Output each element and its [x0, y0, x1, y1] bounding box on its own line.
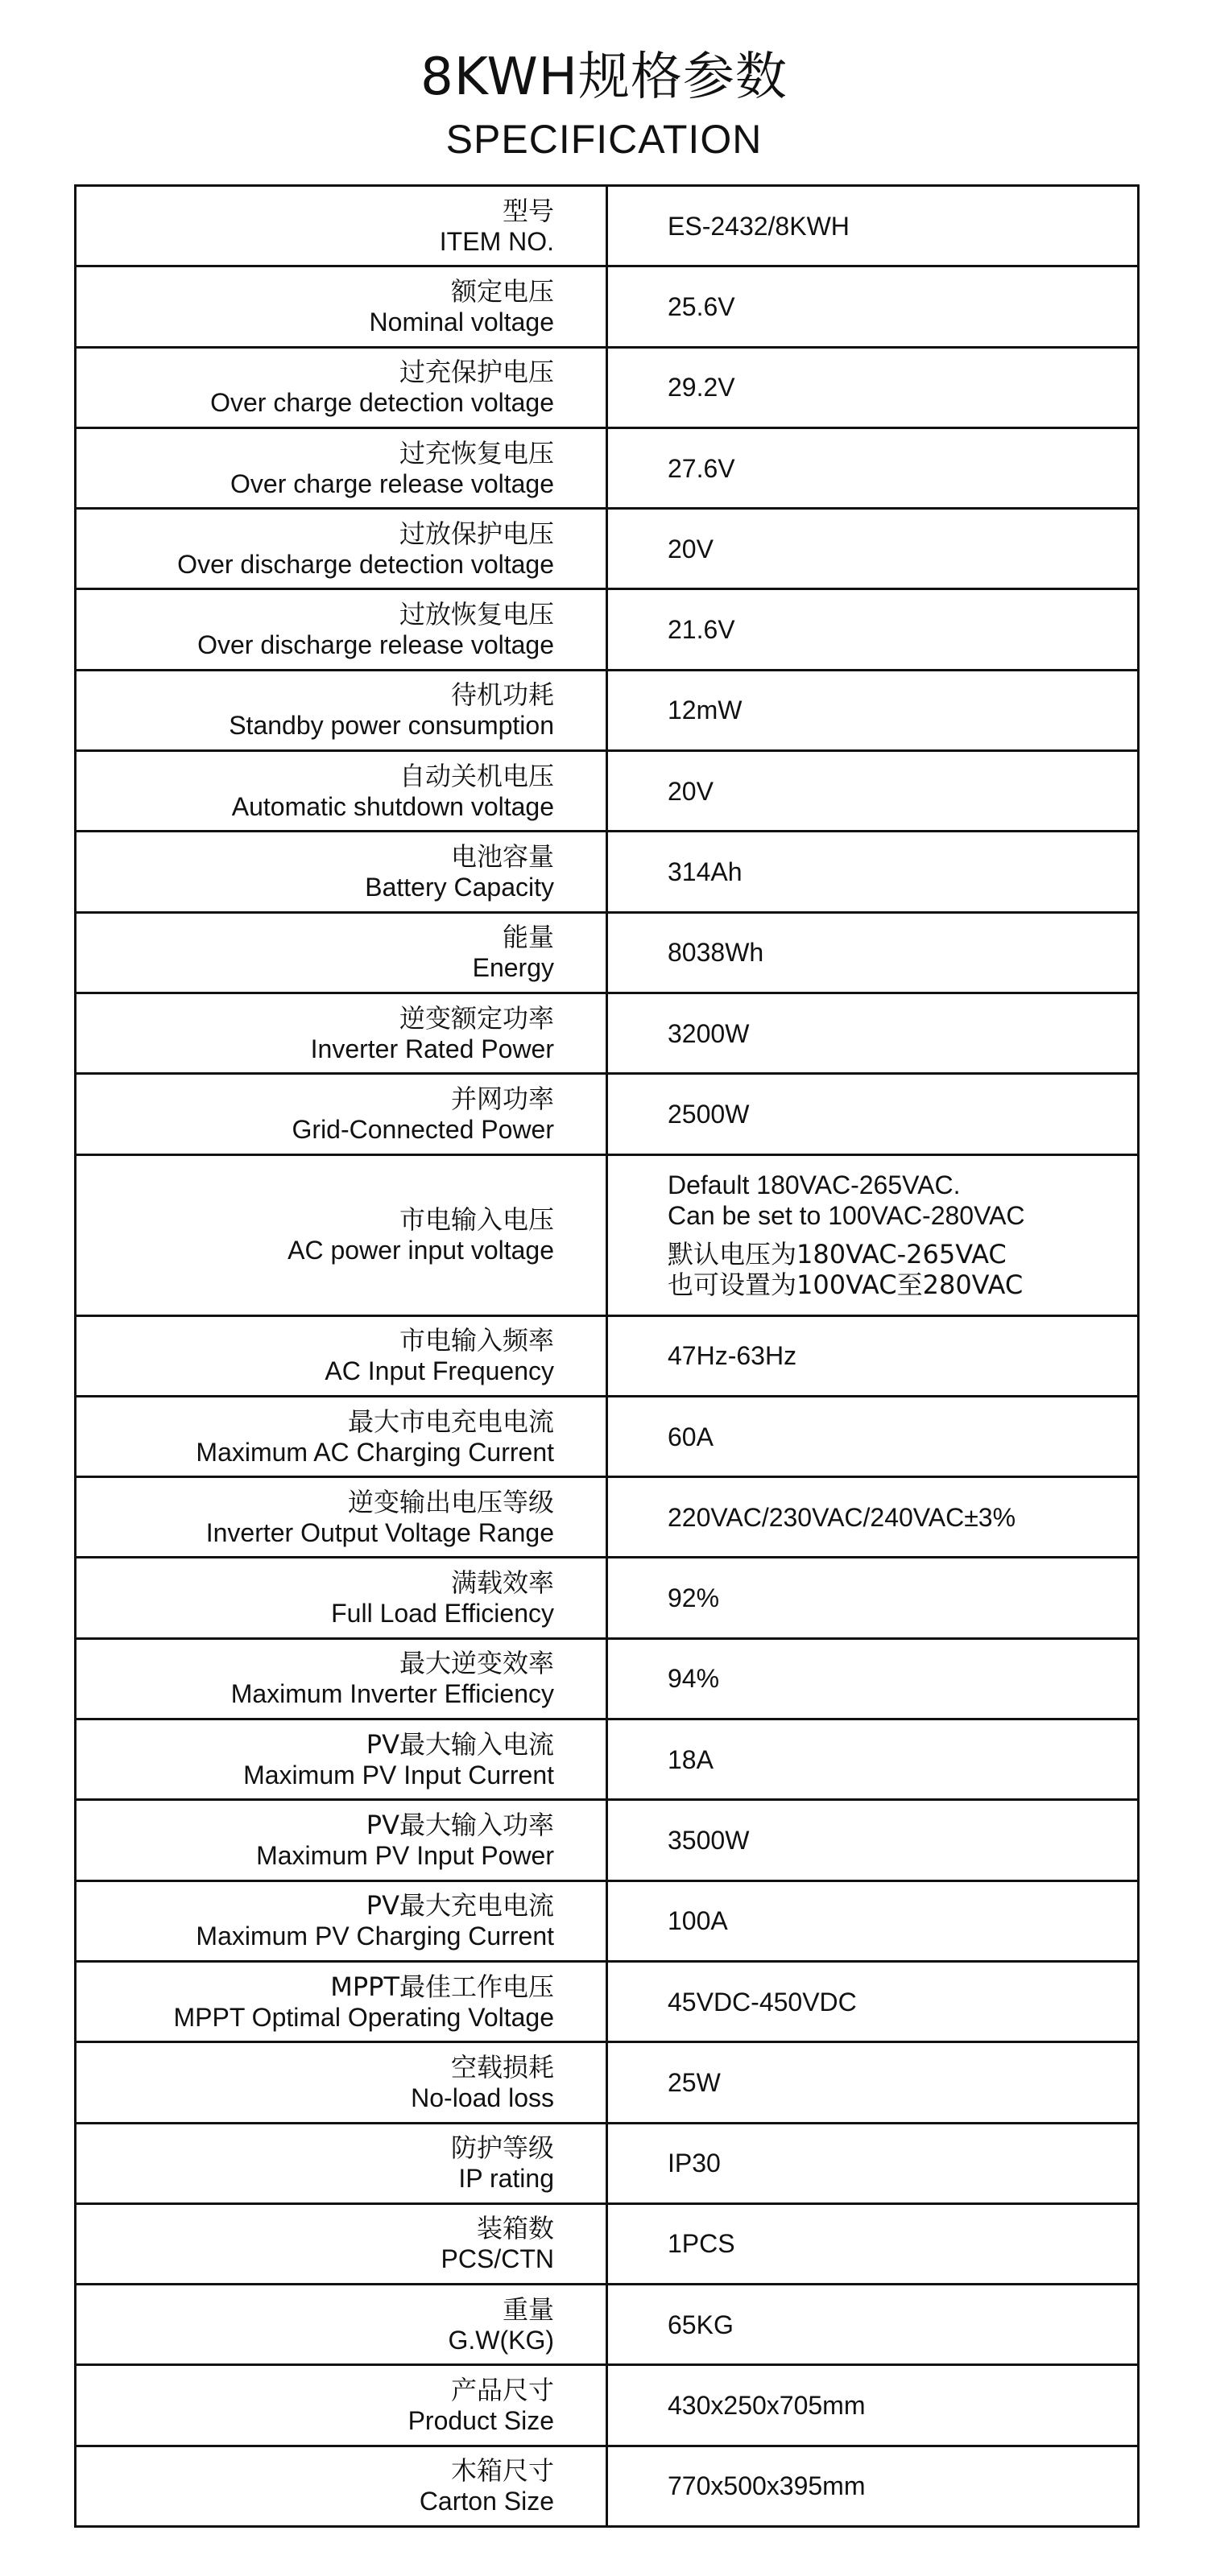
spec-value-cell — [607, 993, 1139, 1073]
spec-label — [76, 1396, 607, 1476]
spec-label-cn: 满载效率 — [450, 1567, 554, 1599]
spec-value-cell — [607, 589, 1139, 670]
spec-label-cn: 产品尺寸 — [450, 2375, 554, 2406]
spec-value-cell — [607, 2042, 1139, 2123]
spec-value-cell — [607, 1800, 1139, 1880]
spec-row-carton-size — [76, 2446, 1139, 2526]
spec-label-en: Automatic shutdown voltage — [231, 791, 554, 821]
spec-label-cn: 型号 — [502, 195, 554, 226]
spec-label-cn: MPPT最佳工作电压 — [330, 1971, 554, 2002]
spec-label-cn: 重量 — [502, 2293, 554, 2325]
spec-label-cn: 能量 — [502, 922, 554, 953]
spec-label-en: Maximum PV Charging Current — [196, 1922, 554, 1951]
spec-label — [76, 993, 607, 1073]
spec-label-en: Carton Size — [419, 2487, 554, 2516]
spec-label-en: MPPT Optimal Operating Voltage — [173, 2002, 554, 2032]
spec-label-cn: PV最大输入功率 — [366, 1809, 554, 1840]
spec-label — [76, 427, 607, 508]
spec-label-en: AC power input voltage — [288, 1236, 554, 1265]
spec-value: 21.6V — [668, 615, 735, 645]
spec-label-en: IP rating — [458, 2164, 554, 2194]
spec-value-cell — [607, 2203, 1139, 2284]
spec-label-en: Over charge release voltage — [230, 469, 554, 498]
spec-row-ac-input-frequency — [76, 1315, 1139, 1396]
spec-label — [76, 347, 607, 427]
spec-value: 65KG — [668, 2310, 734, 2339]
spec-value: IP30 — [668, 2149, 721, 2178]
spec-label — [76, 1315, 607, 1396]
spec-label-cn: 防护等级 — [450, 2132, 554, 2164]
spec-value-line: 也可设置为100VAC至280VAC — [668, 1269, 1024, 1301]
spec-label-en: Full Load Efficiency — [331, 1599, 554, 1629]
spec-row-over-charge-detection — [76, 347, 1139, 427]
spec-label — [76, 2203, 607, 2284]
spec-label-cn: PV最大输入电流 — [366, 1728, 554, 1760]
spec-value-cell — [607, 1074, 1139, 1154]
spec-label-en: Nominal voltage — [369, 307, 554, 336]
spec-value-cell — [607, 1961, 1139, 2041]
spec-row-over-charge-release — [76, 427, 1139, 508]
spec-value-cell — [607, 2285, 1139, 2365]
spec-row-max-pv-charging-current — [76, 1880, 1139, 1961]
spec-row-product-size — [76, 2365, 1139, 2446]
spec-value: ES-2432/8KWH — [668, 211, 850, 241]
spec-value: 47Hz-63Hz — [668, 1341, 797, 1371]
spec-row-no-load-loss — [76, 2042, 1139, 2123]
spec-value: 20V — [668, 776, 714, 806]
spec-value: 45VDC-450VDC — [668, 1987, 857, 2017]
spec-label-en: Inverter Output Voltage Range — [205, 1517, 554, 1547]
spec-label-cn: 待机功耗 — [450, 679, 554, 711]
spec-label-en: Product Size — [407, 2406, 554, 2436]
spec-value-cell — [607, 1880, 1139, 1961]
spec-label-cn: 空载损耗 — [450, 2051, 554, 2083]
spec-value-cell — [607, 1638, 1139, 1719]
spec-row-max-pv-input-power — [76, 1800, 1139, 1880]
spec-value: 25.6V — [668, 291, 735, 321]
spec-row-item-no — [76, 186, 1139, 266]
spec-label-en: Maximum PV Input Current — [243, 1760, 554, 1790]
spec-label-cn: 市电输入电压 — [399, 1204, 554, 1236]
spec-label-cn: 过充恢复电压 — [399, 437, 554, 469]
spec-label-cn: 装箱数 — [476, 2213, 554, 2244]
spec-label — [76, 589, 607, 670]
spec-label-en: PCS/CTN — [441, 2244, 554, 2274]
spec-value: 220VAC/230VAC/240VAC±3% — [668, 1502, 1016, 1532]
spec-label-cn: 木箱尺寸 — [450, 2455, 554, 2487]
spec-value: 29.2V — [668, 373, 735, 402]
spec-label — [76, 1154, 607, 1315]
spec-row-over-discharge-detection — [76, 509, 1139, 589]
spec-value: 94% — [668, 1664, 720, 1694]
spec-row-energy — [76, 912, 1139, 993]
spec-label-cn: PV最大充电电流 — [366, 1890, 554, 1922]
spec-label-en: Battery Capacity — [365, 873, 554, 902]
spec-row-over-discharge-release — [76, 589, 1139, 670]
spec-label-en: Inverter Rated Power — [310, 1034, 554, 1063]
spec-row-max-inverter-efficiency — [76, 1638, 1139, 1719]
spec-label — [76, 832, 607, 912]
spec-label-cn: 逆变输出电压等级 — [347, 1486, 554, 1517]
page-header — [0, 45, 1208, 166]
spec-value: 8038Wh — [668, 938, 764, 968]
spec-value: 100A — [668, 1906, 728, 1936]
spec-label-en: G.W(KG) — [448, 2325, 554, 2355]
spec-label — [76, 2446, 607, 2526]
spec-value: 60A — [668, 1422, 714, 1451]
spec-label-en: Maximum Inverter Efficiency — [230, 1679, 554, 1709]
spec-value: 27.6V — [668, 453, 735, 483]
spec-label-en: Grid-Connected Power — [292, 1114, 554, 1144]
spec-value-cell — [607, 1154, 1139, 1315]
spec-value-cell — [607, 509, 1139, 589]
spec-value: 2500W — [668, 1099, 750, 1129]
spec-value-cell — [607, 2123, 1139, 2203]
spec-value-cell — [607, 1558, 1139, 1638]
spec-label-en: Over discharge detection voltage — [177, 549, 554, 579]
spec-label-en: Over charge detection voltage — [210, 388, 554, 418]
spec-value: 3200W — [668, 1018, 750, 1048]
spec-table — [74, 184, 1140, 2528]
spec-label-en: No-load loss — [411, 2083, 554, 2112]
spec-value-cell — [607, 1719, 1139, 1800]
spec-value-cell — [607, 2446, 1139, 2526]
spec-label-en: Standby power consumption — [229, 711, 554, 741]
spec-label-en: ITEM NO. — [439, 226, 554, 256]
spec-label — [76, 751, 607, 832]
spec-label — [76, 1477, 607, 1558]
spec-value-cell — [607, 1315, 1139, 1396]
spec-label — [76, 912, 607, 993]
spec-label-en: Over discharge release voltage — [197, 630, 554, 660]
spec-label-cn: 电池容量 — [450, 841, 554, 873]
spec-row-full-load-efficiency — [76, 1558, 1139, 1638]
spec-row-ac-input-voltage — [76, 1154, 1139, 1315]
spec-row-max-pv-input-current — [76, 1719, 1139, 1800]
line-gap — [668, 1231, 1137, 1239]
spec-value: 770x500x395mm — [668, 2471, 866, 2501]
spec-value-cell — [607, 427, 1139, 508]
spec-value-cell — [607, 1396, 1139, 1476]
spec-value-cell — [607, 670, 1139, 750]
spec-value-cell — [607, 1477, 1139, 1558]
spec-label-en: Energy — [472, 953, 554, 983]
spec-value: 314Ah — [668, 857, 743, 887]
spec-label-en: Maximum PV Input Power — [256, 1840, 554, 1870]
spec-value-line: Can be set to 100VAC-280VAC — [668, 1201, 1025, 1231]
spec-value-cell — [607, 186, 1139, 266]
spec-label-cn: 最大逆变效率 — [399, 1648, 554, 1679]
spec-label — [76, 1880, 607, 1961]
spec-value: 3500W — [668, 1825, 750, 1855]
spec-value-cell — [607, 2365, 1139, 2446]
spec-row-gross-weight — [76, 2285, 1139, 2365]
spec-label — [76, 2285, 607, 2365]
spec-value: 25W — [668, 2067, 721, 2097]
spec-label-cn: 过充保护电压 — [399, 357, 554, 388]
page-title-cn: 8KWH规格参数 — [420, 47, 788, 107]
spec-label-cn: 逆变额定功率 — [399, 1002, 554, 1034]
spec-label — [76, 1800, 607, 1880]
spec-value: 20V — [668, 534, 714, 564]
spec-label — [76, 1719, 607, 1800]
spec-label-cn: 并网功率 — [450, 1083, 554, 1114]
page-title-en: SPECIFICATION — [445, 117, 763, 162]
spec-label-cn: 过放保护电压 — [399, 518, 554, 549]
spec-row-battery-capacity — [76, 832, 1139, 912]
spec-label — [76, 2123, 607, 2203]
spec-row-mppt-voltage — [76, 1961, 1139, 2041]
spec-label — [76, 2042, 607, 2123]
spec-value-cell — [607, 266, 1139, 347]
spec-row-max-ac-charging-current — [76, 1396, 1139, 1476]
spec-label — [76, 2365, 607, 2446]
spec-label — [76, 1558, 607, 1638]
spec-label — [76, 186, 607, 266]
spec-row-ip-rating — [76, 2123, 1139, 2203]
spec-row-pcs-ctn — [76, 2203, 1139, 2284]
spec-row-auto-shutdown — [76, 751, 1139, 832]
spec-row-grid-connected-power — [76, 1074, 1139, 1154]
spec-value: 430x250x705mm — [668, 2391, 866, 2421]
spec-row-standby-power — [76, 670, 1139, 750]
spec-row-inverter-output-voltage — [76, 1477, 1139, 1558]
spec-label — [76, 1638, 607, 1719]
spec-value-cell — [607, 832, 1139, 912]
spec-value-cell — [607, 751, 1139, 832]
spec-label — [76, 1074, 607, 1154]
spec-value-cell — [607, 347, 1139, 427]
spec-value: 92% — [668, 1583, 720, 1613]
spec-value: 1PCS — [668, 2229, 735, 2259]
spec-label — [76, 670, 607, 750]
spec-label-cn: 额定电压 — [450, 275, 554, 307]
spec-value-cell — [607, 912, 1139, 993]
spec-label-cn: 最大市电充电电流 — [347, 1406, 554, 1437]
spec-row-nominal-voltage — [76, 266, 1139, 347]
spec-label — [76, 509, 607, 589]
spec-label-cn: 市电输入频率 — [399, 1325, 554, 1356]
spec-label — [76, 266, 607, 347]
spec-value-line: 默认电压为180VAC-265VAC — [668, 1239, 1007, 1270]
spec-value: 18A — [668, 1744, 714, 1774]
spec-value-line: Default 180VAC-265VAC. — [668, 1170, 961, 1200]
spec-value: 12mW — [668, 696, 743, 725]
spec-label-en: AC Input Frequency — [325, 1356, 554, 1386]
spec-label-cn: 过放恢复电压 — [399, 599, 554, 630]
spec-label-cn: 自动关机电压 — [399, 760, 554, 791]
spec-label-en: Maximum AC Charging Current — [196, 1437, 554, 1467]
spec-label — [76, 1961, 607, 2041]
spec-row-inverter-rated-power — [76, 993, 1139, 1073]
